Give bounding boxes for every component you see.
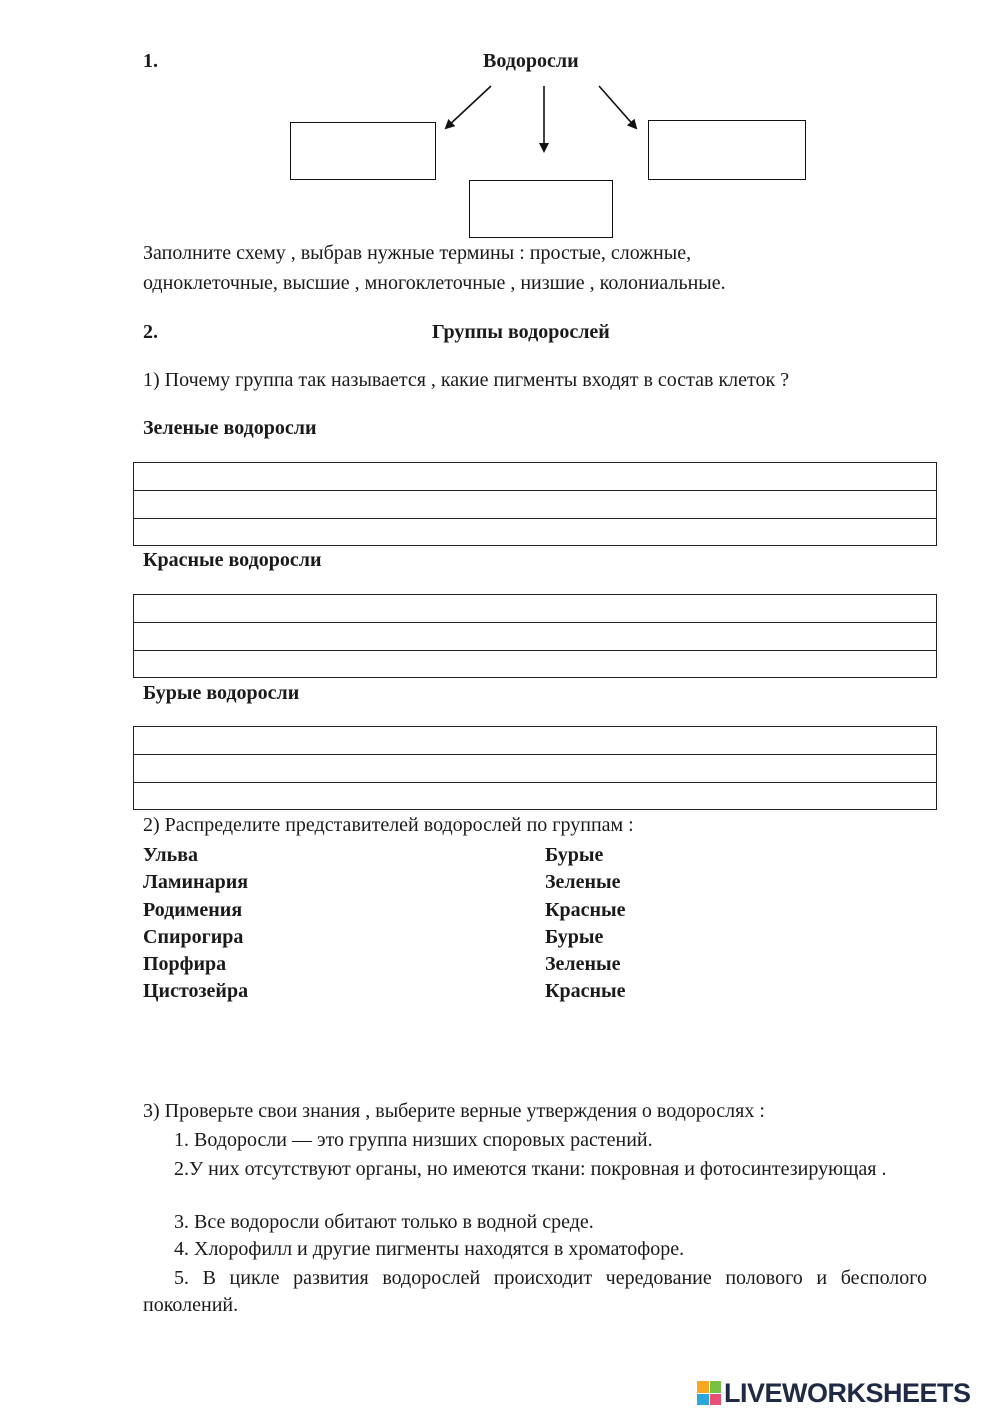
representative-item[interactable]: Родимения <box>143 899 243 921</box>
answer-field-red[interactable] <box>133 594 937 678</box>
section-1-number: 1. <box>143 50 158 72</box>
section-1-instruction-line-2: одноклеточные, высшие , многоклеточные , низшие , колониальные. <box>143 272 726 294</box>
group-option-item[interactable]: Красные <box>545 980 626 1002</box>
answer-line[interactable] <box>134 651 936 679</box>
liveworksheets-logo-text: LIVEWORKSHEETS <box>724 1377 971 1408</box>
question-3: 3) Проверьте свои знания , выберите верные утверждения о водорослях : <box>143 1100 765 1122</box>
answer-line[interactable] <box>134 755 936 783</box>
question-2: 2) Распределите представителей водорослей по группам : <box>143 814 634 836</box>
logo-square <box>697 1394 709 1406</box>
answer-line[interactable] <box>134 519 936 547</box>
question-1: 1) Почему группа так называется , какие пигменты входят в состав клеток ? <box>143 369 790 391</box>
logo-square <box>710 1394 722 1406</box>
representative-item[interactable]: Цистозейра <box>143 980 249 1002</box>
representative-item[interactable]: Ульва <box>143 844 199 866</box>
answer-line[interactable] <box>134 623 936 651</box>
diagram-answer-box-left[interactable] <box>290 122 436 180</box>
liveworksheets-logo <box>697 1378 971 1408</box>
statement-4[interactable]: 4. Хлорофилл и другие пигменты находятся в хроматофоре. <box>174 1238 685 1260</box>
logo-square <box>697 1381 709 1393</box>
section-2-number: 2. <box>143 321 158 343</box>
representative-item[interactable]: Спирогира <box>143 926 244 948</box>
representative-item[interactable]: Порфира <box>143 953 227 975</box>
group-option-item[interactable]: Красные <box>545 899 626 921</box>
answer-field-green[interactable] <box>133 462 937 546</box>
answer-line[interactable] <box>134 595 936 623</box>
group-label-green: Зеленые водоросли <box>143 417 317 439</box>
statement-3[interactable]: 3. Все водоросли обитают только в водной среде. <box>174 1211 594 1233</box>
group-option-item[interactable]: Зеленые <box>545 953 621 975</box>
arrow-left <box>446 86 491 128</box>
statement-2[interactable]: 2.У них отсутствуют органы, но имеются ткани: покровная и фотосинтезирующая . <box>174 1158 887 1180</box>
section-2-title: Группы водорослей <box>432 321 610 343</box>
representative-item[interactable]: Ламинария <box>143 871 249 893</box>
diagram-root-title: Водоросли <box>483 50 579 72</box>
group-label-brown: Бурые водоросли <box>143 682 300 704</box>
group-label-red: Красные водоросли <box>143 549 322 571</box>
answer-field-brown[interactable] <box>133 726 937 810</box>
answer-line[interactable] <box>134 783 936 811</box>
section-1-instruction-line-1: Заполните схему , выбрав нужные термины : простые, сложные, <box>143 242 692 264</box>
answer-line[interactable] <box>134 491 936 519</box>
group-option-item[interactable]: Бурые <box>545 926 604 948</box>
answer-line[interactable] <box>134 727 936 755</box>
group-option-item[interactable]: Бурые <box>545 844 604 866</box>
diagram-answer-box-right[interactable] <box>648 120 806 180</box>
diagram-answer-box-center[interactable] <box>469 180 613 238</box>
answer-line[interactable] <box>134 463 936 491</box>
liveworksheets-logo-icon <box>697 1381 721 1405</box>
statement-1[interactable]: 1. Водоросли — это группа низших споровых растений. <box>174 1129 653 1151</box>
arrow-right <box>599 86 636 128</box>
group-option-item[interactable]: Зеленые <box>545 871 621 893</box>
statement-5[interactable]: 5. В цикле развития водорослей происходит чередование полового и бесполого поколений. <box>143 1267 927 1316</box>
logo-square <box>710 1381 722 1393</box>
